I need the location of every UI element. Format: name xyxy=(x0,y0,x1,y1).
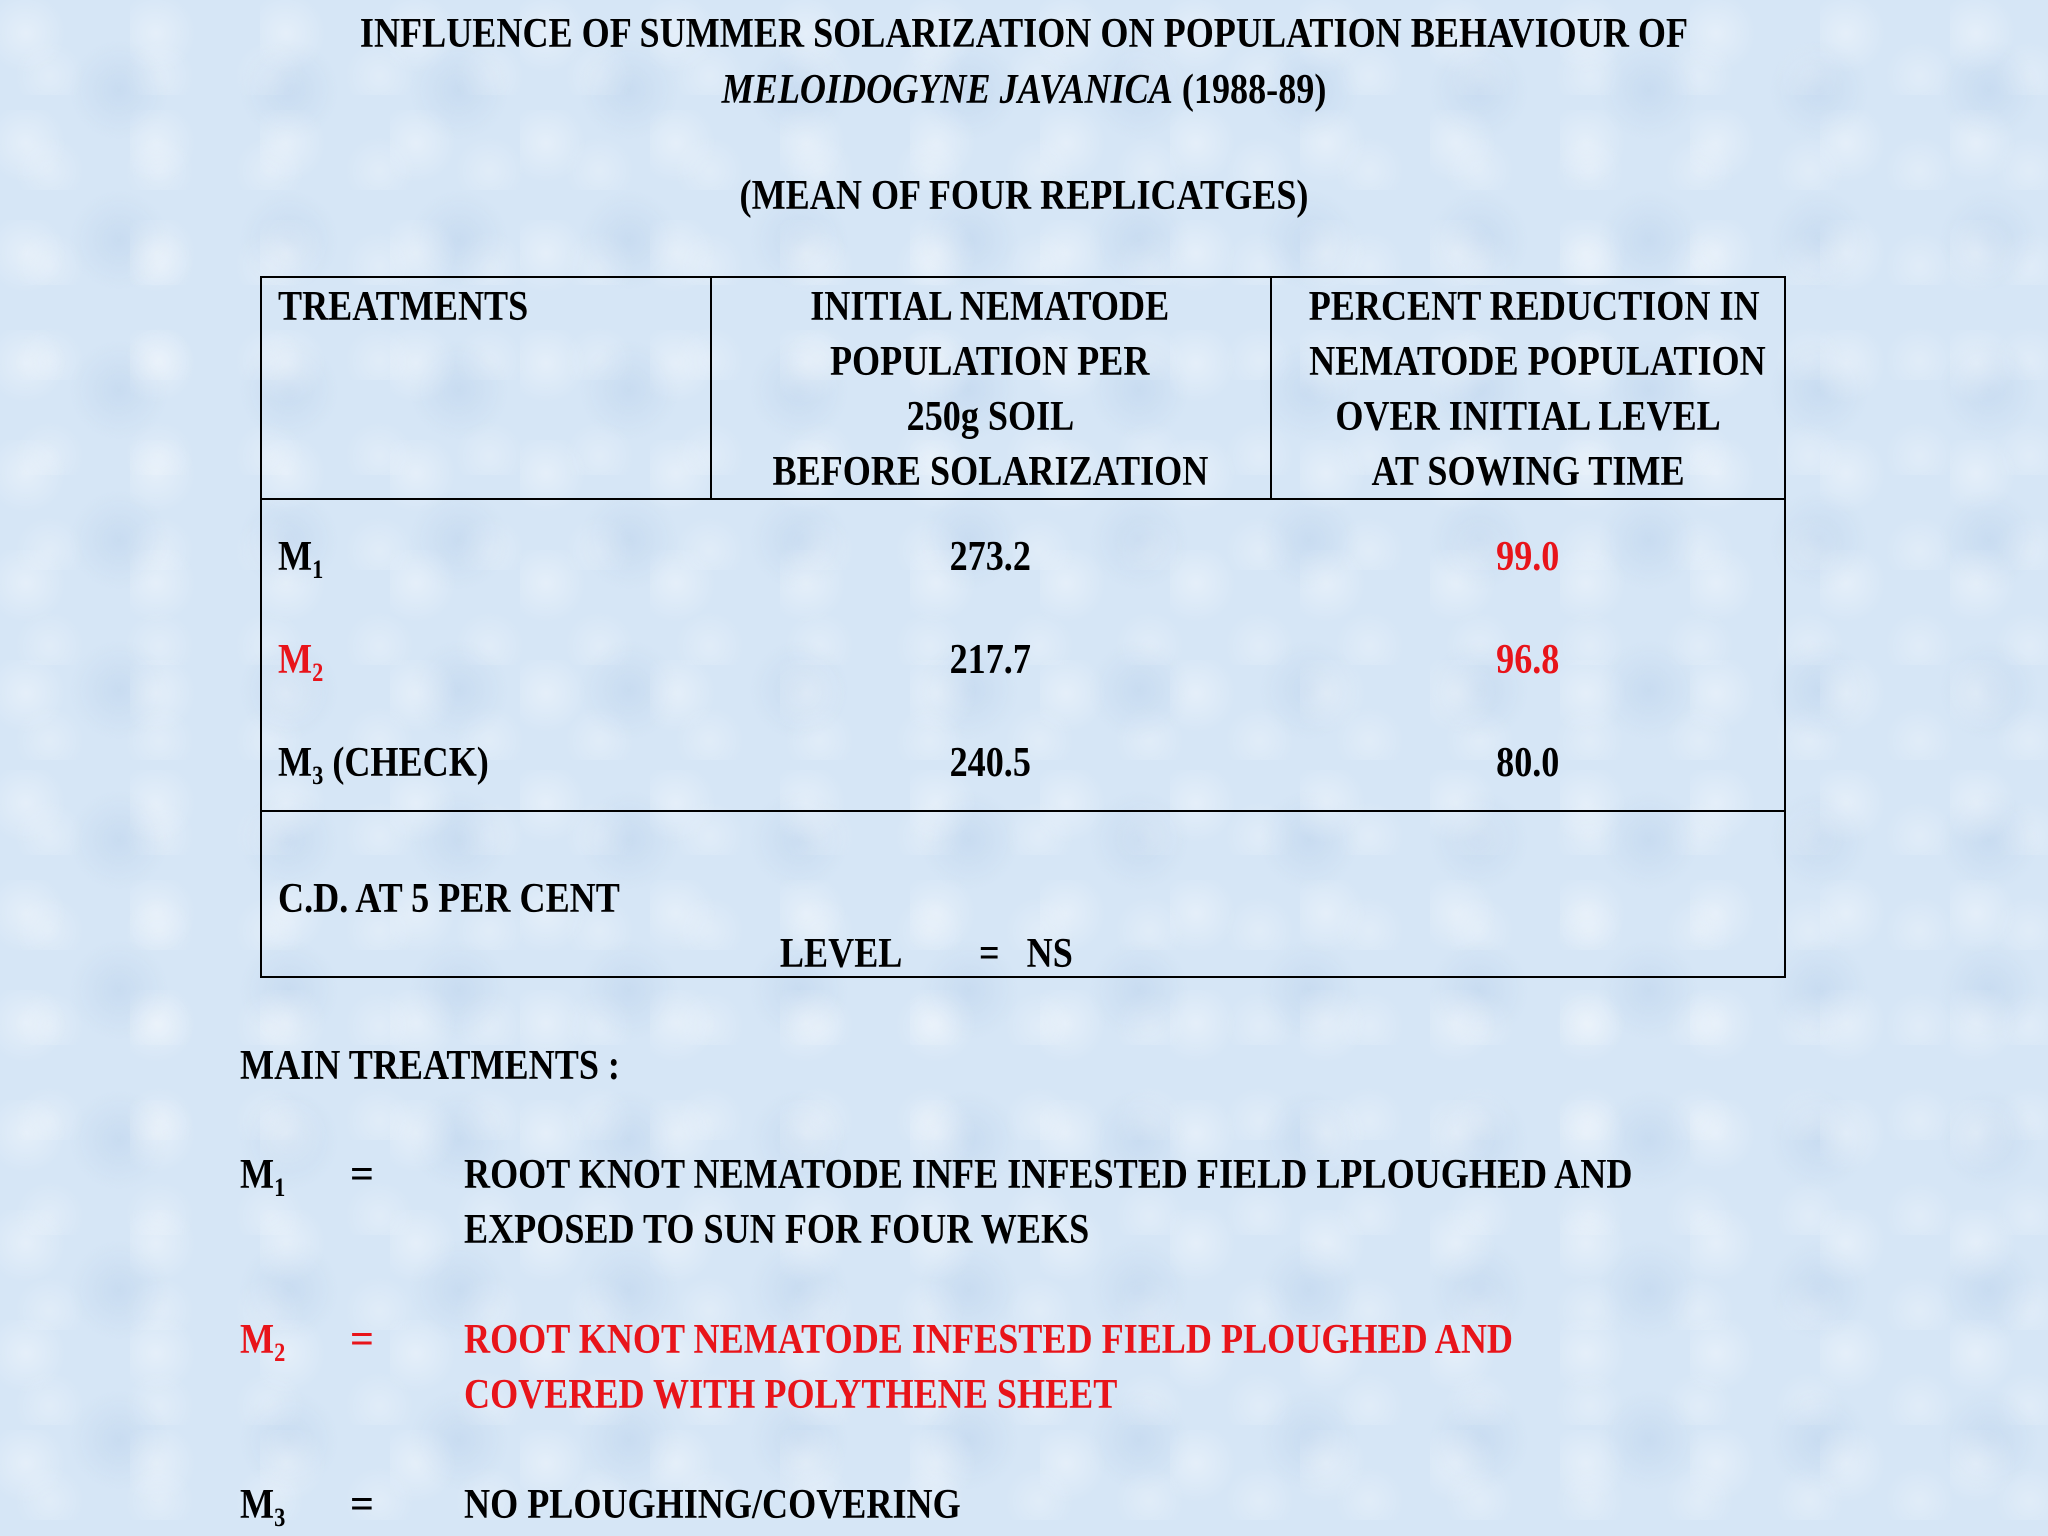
cd-label: C.D. AT 5 PER CENT xyxy=(278,876,620,922)
results-table xyxy=(260,276,1786,978)
title-line-1: INFLUENCE OF SUMMER SOLARIZATION ON POPULATION BEHAVIOUR OF xyxy=(359,11,1689,57)
footer-divider xyxy=(262,810,1784,812)
initial-population-value: 217.7 xyxy=(949,637,1031,683)
header-treatments: TREATMENTS xyxy=(278,284,529,330)
title-line-2 xyxy=(143,62,1904,118)
page-subtitle: (MEAN OF FOUR REPLICATGES) xyxy=(739,173,1309,219)
page-title xyxy=(0,6,2048,118)
initial-population-value: 240.5 xyxy=(949,740,1031,786)
treatment-symbol: $M_2$ xyxy=(240,1317,286,1367)
header-initial-population: INITIAL NEMATODE POPULATION PER 250g SOIL BEFORE SOLARIZATION xyxy=(772,284,1208,495)
row-label-m1: $M_1$ xyxy=(278,534,324,584)
study-years: (1988-89) xyxy=(1181,67,1327,113)
percent-reduction-value: 99.0 xyxy=(1496,534,1560,580)
percent-reduction-value: 96.8 xyxy=(1496,637,1560,683)
treatment-symbol: $M_3$ xyxy=(240,1482,286,1532)
cd-label-level: LEVEL xyxy=(779,931,902,977)
treatment-description: ROOT KNOT NEMATODE INFE INFESTED FIELD LPLOUGHED AND EXPOSED TO SUN FOR FOUR WEKS xyxy=(464,1152,1633,1253)
treatment-description: NO PLOUGHING/COVERING xyxy=(464,1482,961,1528)
header-percent-reduction: PERCENT REDUCTION IN NEMATODE POPULATION OVER INITIAL LEVEL AT SOWING TIME xyxy=(1308,284,1766,495)
equals-sign: = xyxy=(350,1152,374,1198)
treatment-symbol: $M_1$ xyxy=(240,1152,286,1202)
equals-sign: = xyxy=(350,1317,374,1363)
cd-value: = NS xyxy=(979,931,1073,977)
main-treatments-heading: MAIN TREATMENTS : xyxy=(240,1043,620,1089)
treatment-description: ROOT KNOT NEMATODE INFESTED FIELD PLOUGHED AND COVERED WITH POLYTHENE SHEET xyxy=(464,1317,1513,1418)
equals-sign: = xyxy=(350,1482,374,1528)
row-label-m2: $M_2$ xyxy=(278,637,324,687)
initial-population-value: 273.2 xyxy=(949,534,1031,580)
percent-reduction-value: 80.0 xyxy=(1496,740,1560,786)
species-name: MELOIDOGYNE JAVANICA xyxy=(721,67,1173,113)
row-label-m3: $M_3$ (CHECK) xyxy=(278,740,489,790)
